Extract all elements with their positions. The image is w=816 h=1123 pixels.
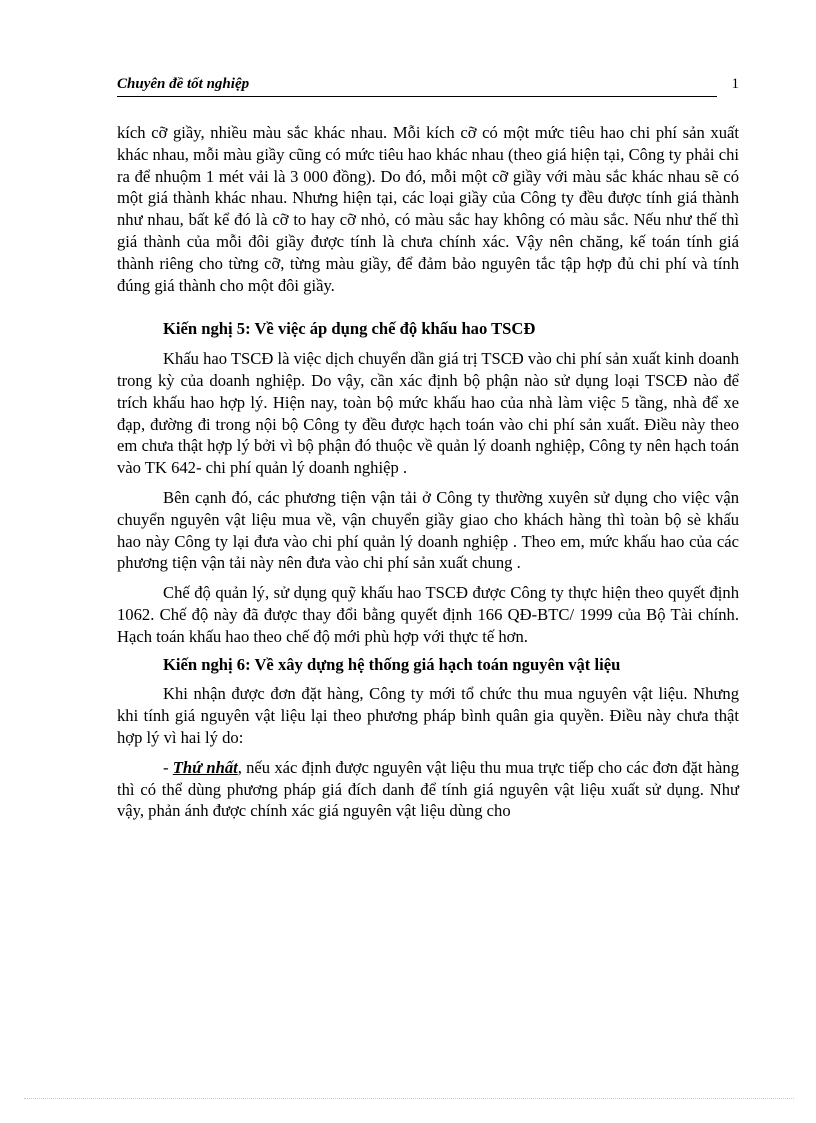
paragraph: kích cỡ giầy, nhiều màu sắc khác nhau. Mỗi kích cỡ có một mức tiêu hao chi phí sản xuất khác nhau, mỗi màu giầy cũng có mức tiêu hao khác nhau (theo giá hiện tại, Công ty phải chi ra để nhuộm 1 mét vải là 3 000 đồng). Do đó, mỗi một cỡ giầy với màu sắc khác nhau sẽ có một giá thành khác nhau. Nhưng hiện tại, các loại giầy của Công ty đều được tính giá thành như nhau, bất kể đó là cỡ to hay cỡ nhỏ, có màu sắc hay không có màu sắc. Nếu như thế thì giá thành của mỗi đôi giầy được tính là chưa chính xác. Vậy nên chăng, kế toán tính giá thành riêng cho từng cỡ, từng màu giầy, để đảm bảo nguyên tắc tập hợp đủ chi phí và tính đúng giá thành cho một đôi giầy.: [117, 123, 739, 295]
header-rule: [117, 96, 717, 97]
header-title: Chuyên đề tốt nghiệp: [117, 76, 250, 92]
emphasis-label: Thứ nhất: [172, 757, 238, 777]
section-heading: Kiến nghị 6: Về xây dựng hệ thống giá hạch toán nguyên vật liệu: [163, 654, 621, 674]
list-dash: -: [163, 757, 173, 777]
list-item: [117, 757, 739, 822]
paragraph: Bên cạnh đó, các phương tiện vận tải ở Công ty thường xuyên sử dụng cho việc vận chuyển nguyên vật liệu mua về, vận chuyển giầy giao cho khách hàng thì toàn bộ sè khấu hao này Công ty lại đưa vào chi phí quản lý doanh nghiệp . Theo em, mức khấu hao của các phương tiện vận tải này nên đưa vào chi phí sản xuất chung .: [117, 487, 739, 573]
list-item-text: , nếu xác định được nguyên vật liệu thu mua trực tiếp cho các đơn đặt hàng thì có thể dùng phương pháp giá đích danh để tính giá nguyên vật liệu xuất sử dụng. Như vậy, phản ánh được chính xác giá nguyên vật liệu dùng cho: [117, 757, 740, 821]
paragraph: Khấu hao TSCĐ là việc dịch chuyển dần giá trị TSCĐ vào chi phí sản xuất kinh doanh trong kỳ của doanh nghiệp. Do vậy, cần xác định bộ phận nào sử dụng loại TSCĐ nào để trích khấu hao hợp lý. Hiện nay, toàn bộ mức khấu hao của nhà làm việc 5 tầng, nhà để xe đạp, đường đi trong nội bộ Công ty đều được hạch toán vào chi phí sản xuất. Điều này theo em chưa thật hợp lý bởi vì bộ phận đó thuộc về quản lý doanh nghiệp, Công ty nên hạch toán vào TK 642- chi phí quản lý doanh nghiệp .: [117, 349, 739, 478]
page-number: 1: [731, 76, 739, 92]
page-bottom-divider: [24, 1098, 794, 1099]
page-body: [117, 122, 739, 822]
paragraph: Khi nhận được đơn đặt hàng, Công ty mới tổ chức thu mua nguyên vật liệu. Nhưng khi tính giá nguyên vật liệu lại theo phương pháp bình quân gia quyền. Điều này chưa thật hợp lý vì hai lý do:: [117, 684, 739, 747]
section-heading: Kiến nghị 5: Về việc áp dụng chế độ khấu hao TSCĐ: [163, 319, 536, 339]
paragraph: Chế độ quản lý, sử dụng quỹ khấu hao TSCĐ được Công ty thực hiện theo quyết định 1062. Chế độ này đã được thay đổi bằng quyết định 166 QĐ-BTC/ 1999 của Bộ Tài chính. Hạch toán khấu hao theo chế độ mới phù hợp với thực tế hơn.: [117, 583, 739, 646]
page-header: [117, 76, 739, 93]
